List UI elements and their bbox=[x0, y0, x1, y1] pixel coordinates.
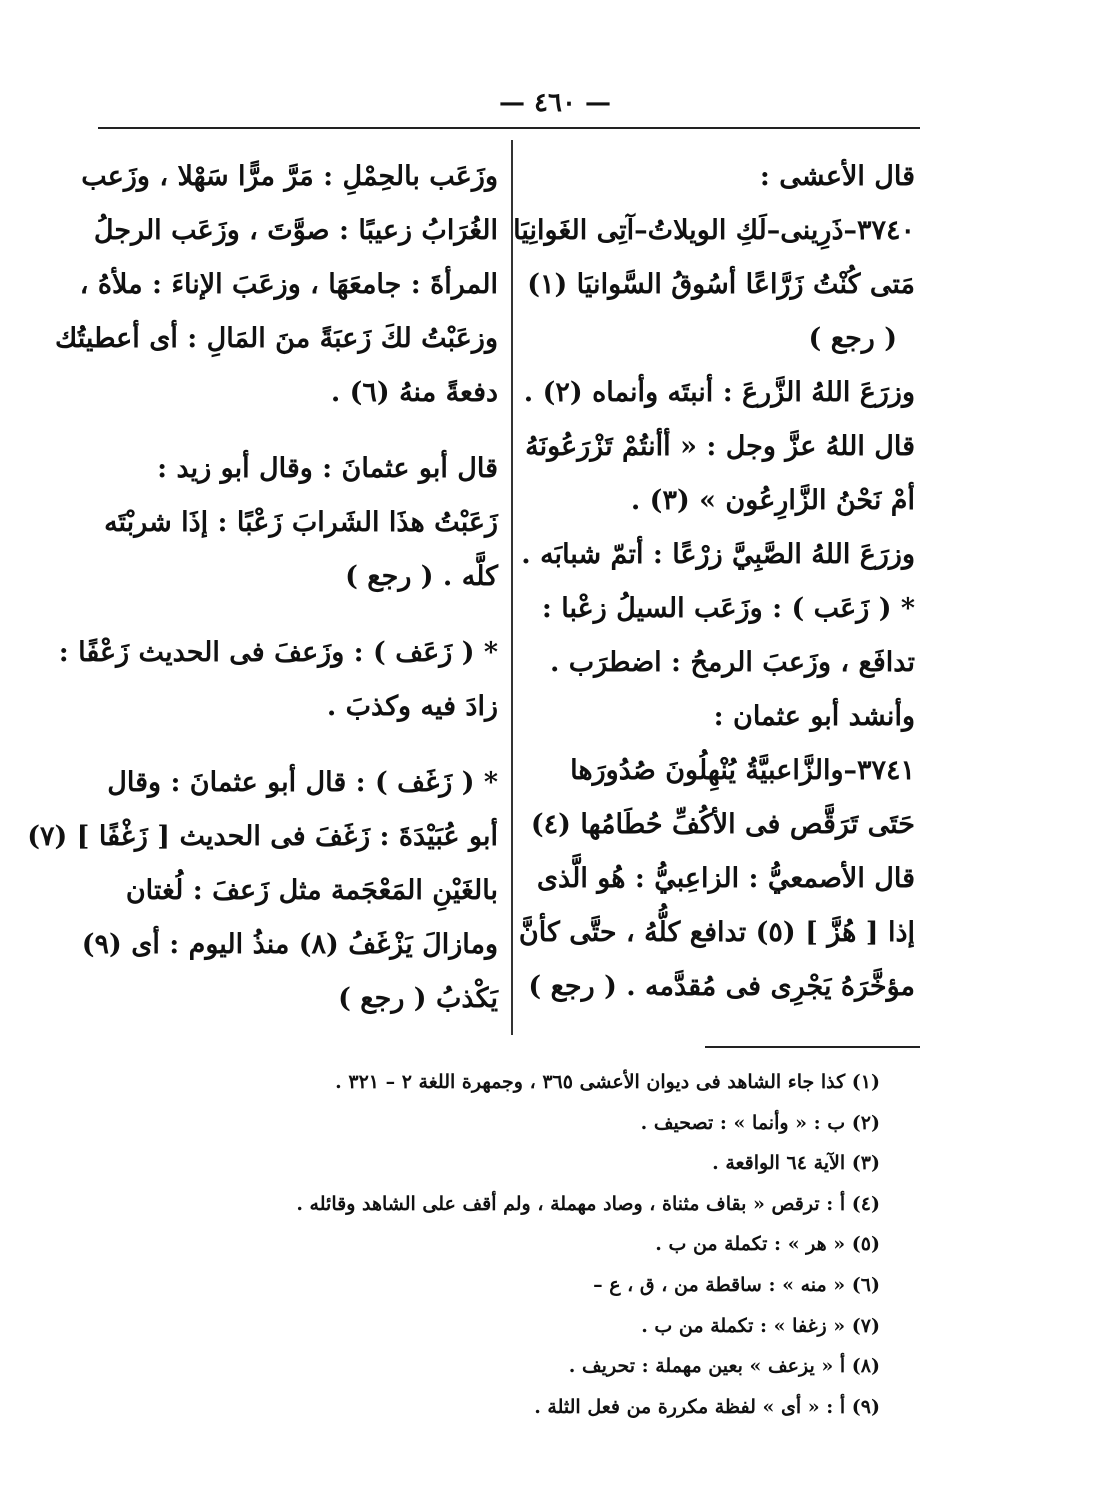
text-line: * ( زَعَف ) : وزَعفَ فى الحديث زَعْفًا : bbox=[58, 637, 498, 668]
footnote-line: (٣) الآية ٦٤ الواقعة . bbox=[712, 1152, 880, 1175]
text-line: زادَ فيه وكذبَ . bbox=[326, 691, 498, 722]
text-line: * ( زَغَف ) : قال أبو عثمانَ : وقال bbox=[107, 767, 498, 798]
footnote-line: (١) كذا جاء الشاهد فى ديوان الأعشى ٣٦٥ ، وجمهرة اللغة ٢ – ٣٢١ . bbox=[335, 1071, 880, 1093]
footnote-line: (٥) « هر » : تكملة من ب . bbox=[655, 1233, 880, 1256]
text-line: قال اللهُ عزَّ وجل : « أأنتُمْ تَزْرَعُونَهُ bbox=[525, 431, 915, 462]
text-line: ومازالَ يَزْغَفُ (٨) منذُ اليوم : أى (٩) bbox=[81, 929, 498, 960]
page-number: — ٤٦٠ — bbox=[498, 88, 612, 118]
text-line: وزعَبْتُ لكَ زَعبَةً منَ المَالِ : أى أعطيتُك bbox=[54, 323, 498, 354]
text-line: ٣٧٤٠–ذَرِينى–لَكِ الويلاتُ–آتِى الغَوانِيَا bbox=[513, 215, 915, 246]
text-line: وأنشد أبو عثمان : bbox=[713, 701, 915, 732]
text-line: زَعَبْتُ هذَا الشَرابَ زَعْبًا : إذَا شربْتَه bbox=[104, 507, 498, 538]
text-line: قال الأصمعيُّ : الزاعِبيُّ : هُو الَّذى bbox=[536, 863, 915, 894]
header-rule bbox=[98, 127, 920, 129]
text-line: قال أبو عثمانَ : وقال أبو زيد : bbox=[157, 453, 498, 484]
text-line: حَتَى تَرَقَّص فى الأكُفِّ حُطَامُها (٤) bbox=[530, 809, 915, 840]
column-divider bbox=[511, 140, 513, 1035]
text-line: مؤخَّرَهُ يَجْرِى فى مُقدَّمه . ( رجع ) bbox=[528, 971, 915, 1002]
text-line: أمْ نَحْنُ الزَّارِعُون » (٣) . bbox=[630, 485, 915, 516]
text-line: دفعةً منهُ (٦) . bbox=[330, 377, 498, 408]
text-line: وزرَعَ اللهُ الصَّبِيَّ زرْعًا : أتمّ شبابَه . bbox=[521, 539, 915, 570]
footnote-line: (٩) أ : « أى » لفظة مكررة من فعل الثلة . bbox=[534, 1395, 880, 1418]
text-line: المرأةَ : جامعَهَا ، وزعَبَ الإناءَ : ملأهُ ، bbox=[79, 269, 498, 300]
footnote-line: (٢) ب : « وأنما » : تصحيف . bbox=[640, 1111, 880, 1134]
paragraph-gap bbox=[100, 420, 498, 442]
return-marker: ( رجع ) bbox=[808, 323, 897, 354]
text-line: وزَعَب بالحِمْلِ : مَرَّ مرًّا سَهْلا ، وزَعب bbox=[81, 161, 498, 192]
paragraph-gap bbox=[100, 604, 498, 626]
footnote-line: (٦) « منه » : ساقطة من ، ق ، ع – bbox=[593, 1273, 880, 1296]
text-line: مَتى كُنْتُ زَرَّاعًا أسُوقُ السَّوانيَا (١) bbox=[527, 269, 915, 300]
footnote-rule bbox=[705, 1046, 920, 1048]
text-line: ٣٧٤١–والزَّاعبيَّةُ يُنْهِلُونَ صُدُورَها bbox=[570, 755, 915, 786]
text-line: إذا [ هُزَّ ] (٥) تدافع كلُّهُ ، حتَّى كأنَّ bbox=[518, 917, 915, 948]
text-line: وزرَعَ اللهُ الزَّرعَ : أنبتَه وأنماه (٢) . bbox=[523, 377, 915, 408]
left-text-column bbox=[27, 150, 498, 1026]
text-line: بالغَيْنِ المَعْجَمة مثل زَعفَ : لُغتان bbox=[125, 875, 498, 906]
text-line: الغُرَابُ زعيبًا : صوَّتَ ، وزَعَب الرجلُ bbox=[93, 215, 498, 246]
footnote-line: (٤) أ : ترقص « بقاف مثناة ، وصاد مهملة ، ولم أقف على الشاهد وقائله . bbox=[296, 1192, 880, 1215]
text-line: كلَّه . ( رجع ) bbox=[345, 561, 498, 592]
text-line: أبو عُبَيْدَةَ : زَغَفَ فى الحديث [ زَغْفًا ] (٧) bbox=[27, 821, 498, 852]
right-text-column bbox=[513, 150, 915, 1014]
text-line: * ( زَعَب ) : وزَعَب السيلُ زعْبا : bbox=[541, 593, 915, 624]
text-line: تدافَع ، وزَعبَ الرمحُ : اضطرَب . bbox=[549, 647, 915, 678]
paragraph-gap bbox=[100, 734, 498, 756]
footnote-line: (٧) « زغفا » : تكملة من ب . bbox=[641, 1314, 880, 1337]
footnote-line: (٨) أ « يزعف » بعين مهملة : تحريف . bbox=[568, 1355, 880, 1378]
text-line: قال الأعشى : bbox=[759, 161, 915, 192]
footnotes bbox=[290, 1062, 880, 1427]
text-line: يَكْذبُ ( رجع ) bbox=[338, 983, 498, 1014]
